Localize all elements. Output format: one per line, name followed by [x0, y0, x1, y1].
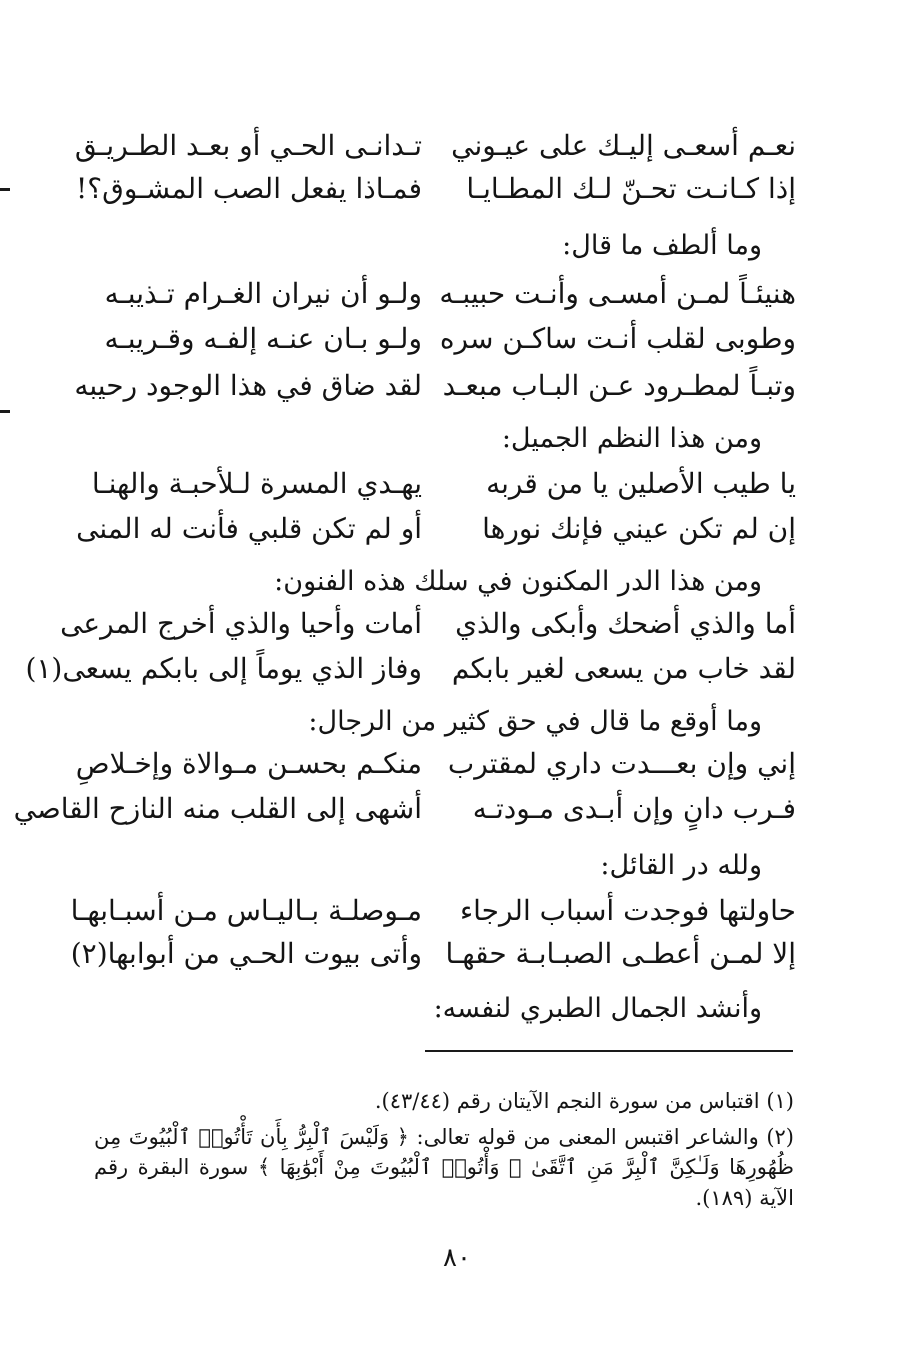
verse-hemistich-right: إذا كـانـت تحـنّ لـك المطـايـا	[466, 172, 796, 205]
verse-hemistich-right: أما والذي أضحك وأبكى والذي	[455, 607, 796, 640]
verse-hemistich-left: تـدانـى الحـي أو بعـد الطـريـق	[74, 129, 422, 162]
footnote-separator	[425, 1050, 793, 1052]
intro-line: وأنشد الجمال الطبري لنفسه:	[433, 993, 762, 1024]
verse-hemistich-right: يا طيب الأصلين يا من قربه	[486, 467, 796, 500]
verse-hemistich-left: أشهى إلى القلب منه النازح القاصي	[13, 792, 422, 825]
verse-hemistich-right: لقد خاب من يسعى لغير بابكم	[451, 652, 796, 685]
verse-hemistich-right: فـرب دانٍ وإن أبـدى مـودتـه	[472, 792, 796, 825]
verse-hemistich-left: أو لم تكن قلبي فأنت له المنى	[76, 512, 422, 545]
verse-hemistich-right: إلا لمـن أعطـى الصبـابـة حقهـا	[445, 937, 796, 970]
footnote-1: (١) اقتباس من سورة النجم الآيتان رقم (٤٣/٤٤).	[374, 1089, 794, 1113]
verse-hemistich-right: وتبـاً لمطـرود عـن البـاب مبعـد	[442, 369, 796, 402]
verse-hemistich-left: وأتى بيوت الحـي من أبوابها(٢)	[70, 937, 422, 970]
verse-hemistich-left: فمـاذا يفعل الصب المشـوق؟!	[76, 172, 422, 205]
verse-hemistich-left: وفاز الذي يوماً إلى بابكم يسعى(١)	[25, 652, 422, 685]
intro-line: وما ألطف ما قال:	[562, 230, 762, 261]
verse-hemistich-right: حاولتها فوجدت أسباب الرجاء	[459, 894, 796, 927]
verse-hemistich-left: منكـم بحسـن مـوالاة وإخـلاصِ	[75, 747, 422, 780]
intro-line: ولله در القائل:	[600, 850, 762, 881]
verse-hemistich-right: إني وإن بعـــدت داري لمقترب	[447, 747, 796, 780]
intro-line: وما أوقع ما قال في حق كثير من الرجال:	[308, 706, 762, 737]
verse-hemistich-right: هنيئـاً لمـن أمسـى وأنـت حبيبـه	[439, 277, 796, 310]
margin-mark	[0, 188, 10, 191]
footnote-2: (٢) والشاعر اقتبس المعنى من قوله تعالى: ﴿ وَلَيْسَ ٱلْبِرُّ بِأَن تَأْتُوا۟ ٱلْبُيُوتَ مِن ظُهُورِهَا وَلَـٰكِنَّ ٱلْبِرَّ مَنِ ٱتَّقَىٰ ۗ وَأْتُوا۟ ٱلْبُيُوتَ مِنْ أَبْوَٰبِهَا ﴾ سورة البقرة رقم الآية (١٨٩).	[94, 1125, 794, 1210]
intro-line: ومن هذا النظم الجميل:	[501, 423, 762, 454]
verse-hemistich-left: يهـدي المسرة لـلأحبـة والهنـا	[91, 467, 422, 500]
page-number: ٨٠	[443, 1243, 471, 1273]
verse-hemistich-left: ولـو بـان عنـه إلفـه وقـريبـه	[104, 322, 422, 355]
intro-line: ومن هذا الدر المكنون في سلك هذه الفنون:	[274, 566, 762, 597]
verse-hemistich-left: ولـو أن نيران الغـرام تـذيبـه	[104, 277, 422, 310]
verse-hemistich-left: مـوصلـة بـاليـاس مـن أسبـابهـا	[70, 894, 422, 927]
verse-hemistich-right: وطوبى لقلب أنـت ساكـن سره	[439, 322, 796, 355]
verse-hemistich-left: لقد ضاق في هذا الوجود رحيبه	[74, 369, 422, 402]
verse-hemistich-right: نعـم أسعـى إليـك على عيـوني	[451, 129, 796, 162]
margin-mark	[0, 410, 10, 413]
verse-hemistich-left: أمات وأحيا والذي أخرج المرعى	[60, 607, 422, 640]
verse-hemistich-right: إن لم تكن عيني فإنك نورها	[482, 512, 796, 545]
